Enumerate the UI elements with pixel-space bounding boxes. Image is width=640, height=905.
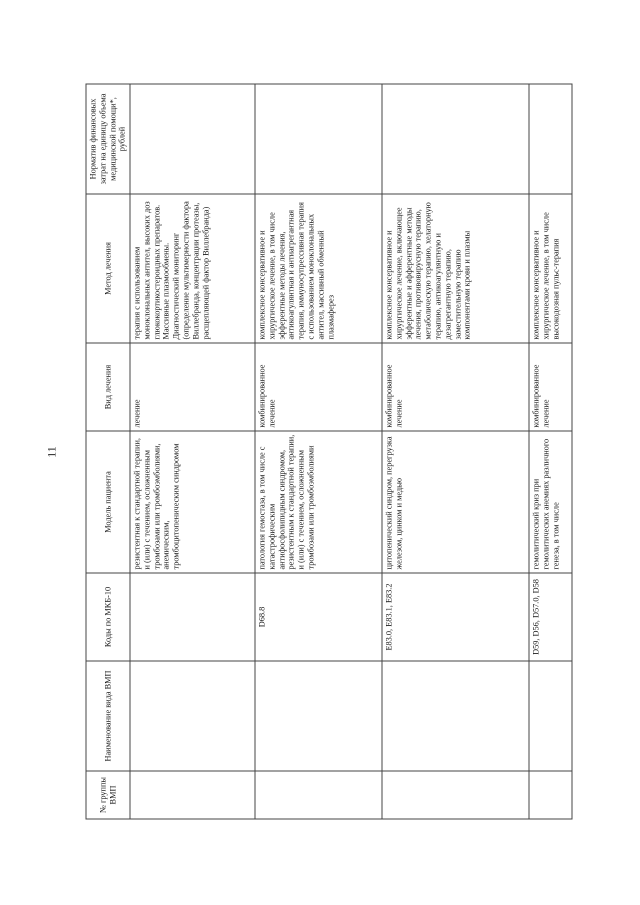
cell-financial-norm [130, 84, 255, 194]
header-group-number: № группы ВМП [86, 771, 130, 819]
cell-treatment-type: лечение [130, 343, 255, 431]
table-row [382, 84, 529, 819]
cell-icd-codes: D68.8 [255, 573, 382, 661]
cell-financial-norm [382, 84, 529, 194]
cell-group [382, 771, 529, 819]
cell-group [130, 771, 255, 819]
table-header-row [86, 84, 130, 819]
cell-financial-norm [255, 84, 382, 194]
cell-patient-model: резистентная к стандартной терапии, и (или) с течением, осложненным тромбозами или тромбоэмболиями, анемическим, тромбоцитопеническим синдромом [130, 431, 255, 573]
header-treatment-method: Метод лечения [86, 194, 130, 343]
table-row [255, 84, 382, 819]
page-number: 11 [44, 446, 59, 458]
cell-vmp-name [130, 661, 255, 771]
rotated-sheet [85, 85, 560, 820]
cell-vmp-name [382, 661, 529, 771]
cell-patient-model: гемолитический криз при гемолитических анемиях различного генеза, в том числе [529, 431, 572, 573]
cell-treatment-method: комплексное консервативное и хирургическое лечение, включающее эфферентные и афферентные методы лечения, противовирусную терапию, метаболическую терапию, хелаторную терапию, антикоагулянтную и дезагрегантную терапию, заместительную терапию компонентами крови и плазмы [382, 194, 529, 343]
cell-financial-norm [529, 84, 572, 194]
table-row [529, 84, 572, 819]
cell-patient-model: патология гемостаза, в том числе с катастрофическим антифосфолипидным синдромом, резистентным к стандартной терапии, и (или) с течением, осложненным тромбозами или тромбоэмболиями [255, 431, 382, 573]
header-icd-codes: Коды по МКБ-10 [86, 573, 130, 661]
cell-group [529, 771, 572, 819]
header-patient-model: Модель пациента [86, 431, 130, 573]
cell-treatment-type: комбинированное лечение [382, 343, 529, 431]
cell-icd-codes: E83.0, E83.1, E83.2 [382, 573, 529, 661]
cell-treatment-type: комбинированное лечение [255, 343, 382, 431]
cell-treatment-method: комплексное консервативное и хирургическое лечение, в том числе высокодозная пульс-терапия [529, 194, 572, 343]
cell-treatment-method: терапия с использованием моноклональных антител, высоких доз глюкокортикостероидных препаратов. Массивные плазмообмены. Диагностический мониторинг (определение мультимерности фактора Виллебранда, концентрации протеазы, расщепляющей фактор Виллебранда) [130, 194, 255, 343]
header-financial-norm: Норматив финансовых затрат на единицу объема медицинской помощи*, рублей [86, 84, 130, 194]
header-treatment-type: Вид лечения [86, 343, 130, 431]
cell-icd-codes: D59, D56, D57.0, D58 [529, 573, 572, 661]
cell-icd-codes [130, 573, 255, 661]
cell-vmp-name [529, 661, 572, 771]
vmp-table [85, 84, 572, 820]
cell-patient-model: цитопенический синдром, перегрузка железом, цинком и медью [382, 431, 529, 573]
table-row [130, 84, 255, 819]
cell-group [255, 771, 382, 819]
cell-treatment-method: комплексное консервативное и хирургическое лечение, в том числе эфферентные методы лечения, антикоагулянтная и антиагрегантная терапия, иммуносупрессивная терапия с использованием моноклональных антител, массивный обменный плазмаферез [255, 194, 382, 343]
cell-vmp-name [255, 661, 382, 771]
header-vmp-name: Наименование вида ВМП [86, 661, 130, 771]
cell-treatment-type: комбинированное лечение [529, 343, 572, 431]
